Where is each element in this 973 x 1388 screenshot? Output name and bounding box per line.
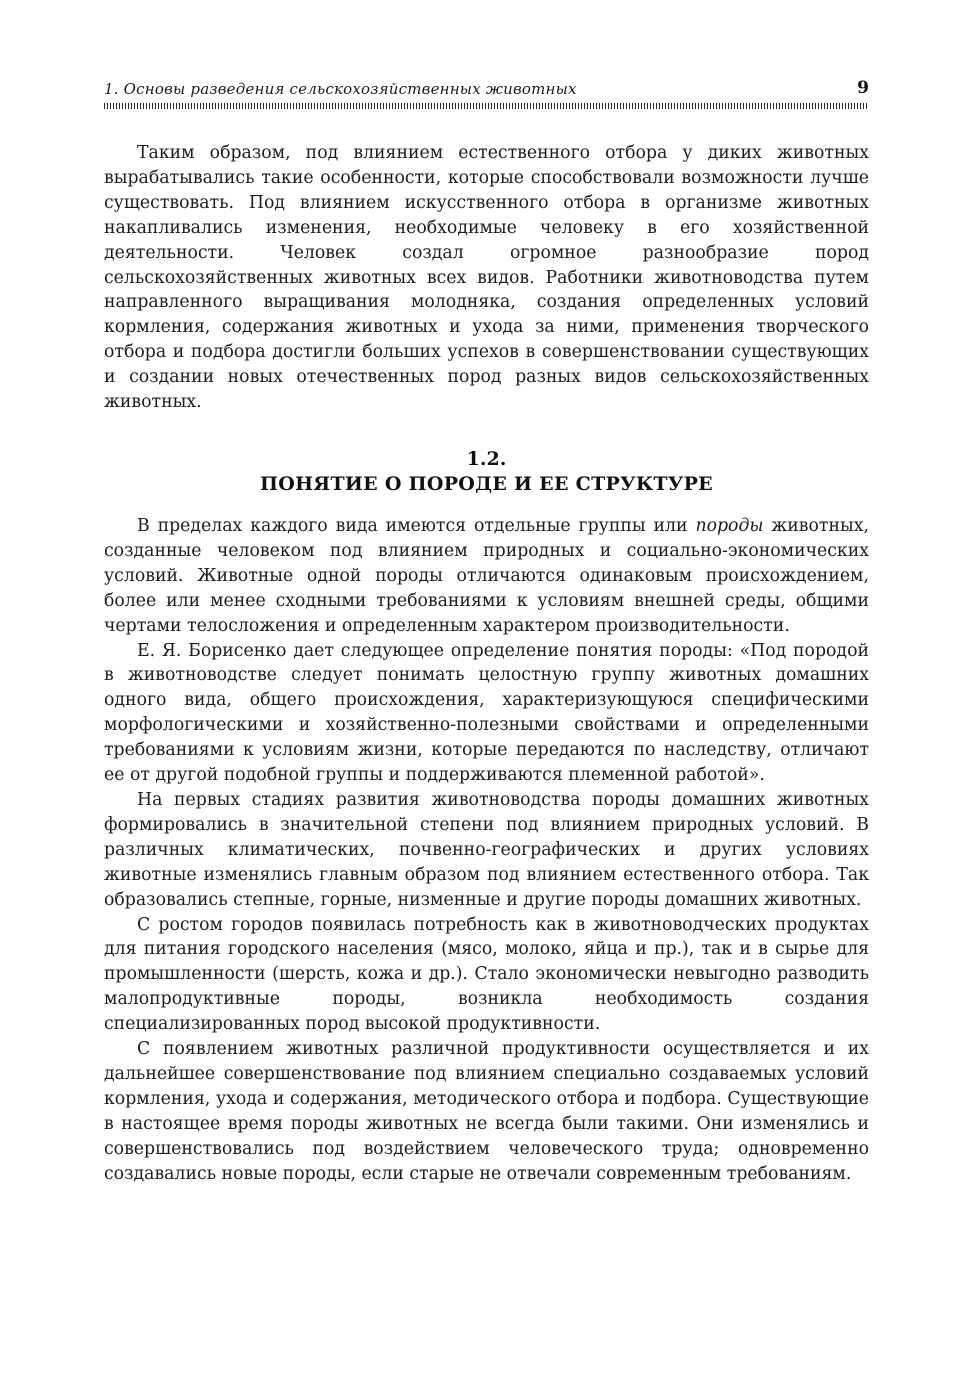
page-number: 9 xyxy=(857,78,869,98)
paragraph-1 xyxy=(104,514,869,639)
intro-paragraph: Таким образом, под влиянием естественного отбора у диких животных вырабатывались такие особенности, которые способствовали возможности лучше существовать. Под влиянием искусственного отбора в организме животных накапливались изменения, необходимые человеку в его хозяйственной деятельности. Человек создал огромное разнообразие пород сельскохозяйственных животных всех видов. Работники животноводства путем направленного выращивания молодняка, создания определенных условий кормления, содержания животных и ухода за ними, применения творческого отбора и подбора достигли больших успехов в совершенствовании существующих и создании новых отечественных пород разных видов сельскохозяйственных животных. xyxy=(104,143,869,413)
running-head-rule xyxy=(104,103,869,109)
section-number: 1.2. xyxy=(466,448,507,470)
paragraph-1-emphasis: породы xyxy=(695,516,764,536)
section-text-block xyxy=(104,514,869,1186)
running-head xyxy=(104,78,869,102)
section-heading xyxy=(104,447,869,497)
paragraph-1-text-start: В пределах каждого вида имеются отдельные группы или xyxy=(137,516,696,536)
section-title: ПОНЯТИЕ О ПОРОДЕ И ЕЕ СТРУКТУРЕ xyxy=(260,473,713,495)
paragraph-3: На первых стадиях развития животноводства породы домашних животных формировались в значительной степени под влиянием природных условий. В различных климатических, почвенно-географических и других условиях животные изменялись главным образом под влиянием естественного отбора. Так образовались степные, горные, низменные и другие породы домашних животных. xyxy=(104,789,869,910)
paragraph-2: Е. Я. Борисенко дает следующее определение понятия породы: «Под породой в животноводстве следует понимать целостную группу животных домашних одного вида, общего происхождения, характеризующуюся специфическими морфологическими и хозяйственно-полезными свойствами и определенными требованиями к условиям жизни, которые передаются по наследству, отличают ее от другой подобной группы и поддерживаются племенной работой». xyxy=(104,640,869,786)
paragraph-5: С появлением животных различной продуктивности осуществляется и их дальнейшее совершенствование под влиянием специально создаваемых условий кормления, ухода и содержания, методического отбора и подбора. Существующие в настоящее время породы животных не всегда были такими. Они изменялись и совершенствовались под воздействием человеческого труда; одновременно создавались новые породы, если старые не отвечали современным требованиям. xyxy=(104,1039,869,1184)
intro-text-block xyxy=(104,141,869,415)
paragraph-1-text-end: животных, созданные человеком под влиянием природных и социально-экономических условий. Животные одной породы отличаются одинаковым происхождением, более или менее сходными требованиями к условиям внешней среды, общими чертами телосложения и определенным характером производительности. xyxy=(104,516,869,636)
running-head-title: 1. Основы разведения сельскохозяйственных животных xyxy=(104,80,577,98)
paragraph-4: С ростом городов появилась потребность как в животноводческих продуктах для питания городского населения (мясо, молоко, яйца и пр.), так и в сырье для промышленности (шерсть, кожа и др.). Стало экономически невыгодно разводить малопродуктивные породы, возникла необходимость создания специализированных пород высокой продуктивности. xyxy=(104,914,869,1035)
